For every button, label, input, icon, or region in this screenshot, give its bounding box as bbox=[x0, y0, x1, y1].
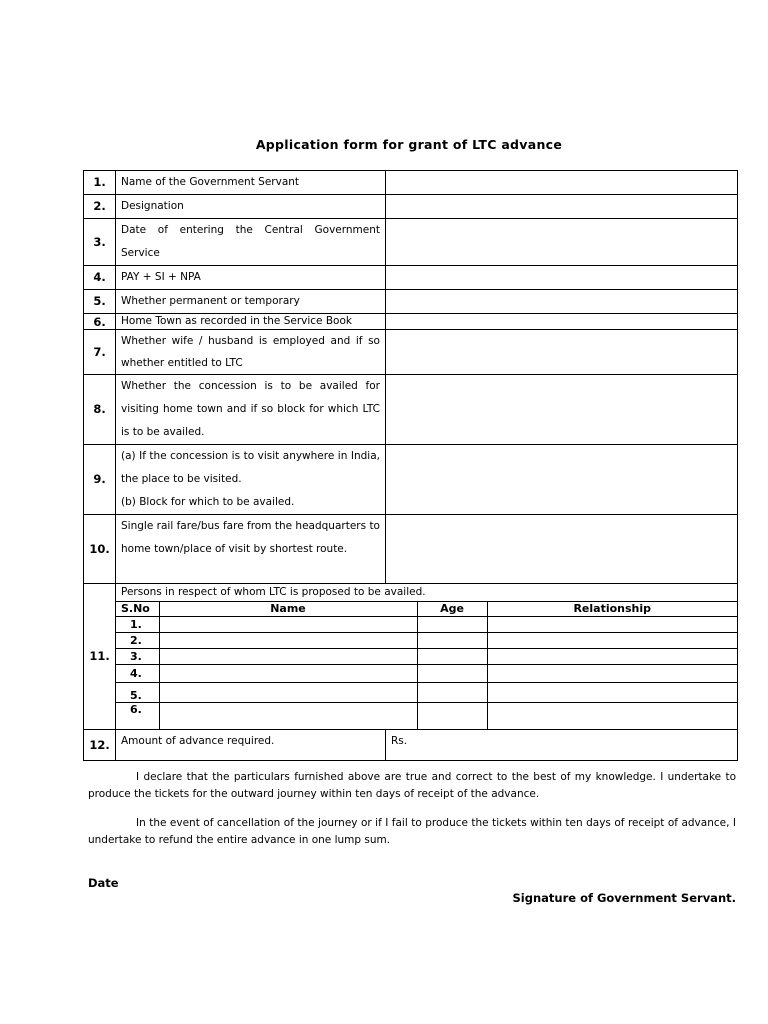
row-number: 11. bbox=[84, 584, 116, 730]
header-relationship: Relationship bbox=[487, 601, 737, 616]
form-row-1 bbox=[84, 171, 738, 195]
label-designation: Designation bbox=[116, 195, 386, 219]
person-row bbox=[116, 632, 737, 648]
label-spouse-employed: Whether wife / husband is employed and if so whether entitled to LTC bbox=[116, 330, 386, 375]
label-permanent-or-temporary: Whether permanent or temporary bbox=[116, 290, 386, 314]
label-home-town: Home Town as recorded in the Service Book bbox=[116, 314, 386, 330]
signature-label: Signature of Government Servant. bbox=[512, 891, 736, 905]
label-place-to-be-visited: (a) If the concession is to visit anywhere in India, the place to be visited. bbox=[121, 450, 380, 485]
form-row-3 bbox=[84, 219, 738, 266]
header-age: Age bbox=[417, 601, 487, 616]
person-sno: 4. bbox=[116, 664, 159, 682]
person-name-field[interactable] bbox=[159, 682, 417, 702]
label-anywhere-in-india bbox=[116, 445, 386, 515]
person-age-field[interactable] bbox=[417, 648, 487, 664]
row-number: 5. bbox=[84, 290, 116, 314]
field-anywhere-in-india[interactable] bbox=[386, 445, 738, 515]
person-sno: 3. bbox=[116, 648, 159, 664]
ltc-form-table bbox=[83, 170, 738, 761]
row-number: 7. bbox=[84, 330, 116, 375]
label-rail-bus-fare: Single rail fare/bus fare from the headquarters to home town/place of visit by shortest route. bbox=[116, 515, 386, 584]
label-home-town-concession: Whether the concession is to be availed for visiting home town and if so block for which LTC is to be availed. bbox=[116, 375, 386, 445]
form-row-11 bbox=[84, 584, 738, 730]
form-row-2 bbox=[84, 195, 738, 219]
person-row bbox=[116, 616, 737, 632]
person-row bbox=[116, 682, 737, 702]
field-spouse-employed[interactable] bbox=[386, 330, 738, 375]
form-row-8 bbox=[84, 375, 738, 445]
person-age-field[interactable] bbox=[417, 616, 487, 632]
label-pay-si-npa: PAY + SI + NPA bbox=[116, 266, 386, 290]
person-row bbox=[116, 702, 737, 729]
declaration-paragraph: I declare that the particulars furnished above are true and correct to the best of my knowledge. I undertake to produce the tickets for the outward journey within ten days of receipt of the advance. bbox=[88, 771, 736, 800]
form-row-5 bbox=[84, 290, 738, 314]
label-amount-of-advance: Amount of advance required. bbox=[116, 730, 386, 761]
row-number: 9. bbox=[84, 445, 116, 515]
person-age-field[interactable] bbox=[417, 632, 487, 648]
header-name: Name bbox=[159, 601, 417, 616]
person-name-field[interactable] bbox=[159, 632, 417, 648]
persons-table bbox=[116, 584, 737, 729]
persons-intro: Persons in respect of whom LTC is proposed to be availed. bbox=[116, 584, 737, 601]
field-home-town[interactable] bbox=[386, 314, 738, 330]
header-sno: S.No bbox=[116, 601, 159, 616]
form-row-10 bbox=[84, 515, 738, 584]
row-number: 8. bbox=[84, 375, 116, 445]
person-relationship-field[interactable] bbox=[487, 632, 737, 648]
person-name-field[interactable] bbox=[159, 616, 417, 632]
row-number: 2. bbox=[84, 195, 116, 219]
row-number: 6. bbox=[84, 314, 116, 330]
row-number: 3. bbox=[84, 219, 116, 266]
person-relationship-field[interactable] bbox=[487, 664, 737, 682]
refund-undertaking-paragraph: In the event of cancellation of the journey or if I fail to produce the tickets within ten days of receipt of advance, I undertake to refund the entire advance in one lump sum. bbox=[88, 817, 736, 846]
person-relationship-field[interactable] bbox=[487, 648, 737, 664]
field-pay-si-npa[interactable] bbox=[386, 266, 738, 290]
person-sno: 6. bbox=[116, 702, 159, 729]
label-block-to-be-availed: (b) Block for which to be availed. bbox=[121, 496, 295, 508]
label-date-of-entering-service: Date of entering the Central Government Service bbox=[116, 219, 386, 266]
form-row-9 bbox=[84, 445, 738, 515]
row-number: 10. bbox=[84, 515, 116, 584]
field-amount-of-advance[interactable]: Rs. bbox=[386, 730, 738, 761]
person-row bbox=[116, 664, 737, 682]
person-age-field[interactable] bbox=[417, 664, 487, 682]
label-name-of-government-servant: Name of the Government Servant bbox=[116, 171, 386, 195]
person-name-field[interactable] bbox=[159, 664, 417, 682]
person-sno: 2. bbox=[116, 632, 159, 648]
date-label: Date bbox=[88, 876, 119, 890]
field-date-of-entering-service[interactable] bbox=[386, 219, 738, 266]
person-sno: 5. bbox=[116, 682, 159, 702]
person-relationship-field[interactable] bbox=[487, 702, 737, 729]
form-row-6 bbox=[84, 314, 738, 330]
person-age-field[interactable] bbox=[417, 682, 487, 702]
field-name-of-government-servant[interactable] bbox=[386, 171, 738, 195]
person-sno: 1. bbox=[116, 616, 159, 632]
persons-section bbox=[116, 584, 738, 730]
person-age-field[interactable] bbox=[417, 702, 487, 729]
person-name-field[interactable] bbox=[159, 648, 417, 664]
form-row-7 bbox=[84, 330, 738, 375]
field-home-town-concession[interactable] bbox=[386, 375, 738, 445]
field-rail-bus-fare[interactable] bbox=[386, 515, 738, 584]
person-relationship-field[interactable] bbox=[487, 616, 737, 632]
row-number: 1. bbox=[84, 171, 116, 195]
persons-header-row bbox=[116, 601, 737, 616]
form-row-12 bbox=[84, 730, 738, 761]
field-designation[interactable] bbox=[386, 195, 738, 219]
form-row-4 bbox=[84, 266, 738, 290]
field-permanent-or-temporary[interactable] bbox=[386, 290, 738, 314]
row-number: 12. bbox=[84, 730, 116, 761]
form-title: Application form for grant of LTC advance bbox=[255, 137, 563, 152]
person-name-field[interactable] bbox=[159, 702, 417, 729]
row-number: 4. bbox=[84, 266, 116, 290]
person-relationship-field[interactable] bbox=[487, 682, 737, 702]
person-row bbox=[116, 648, 737, 664]
